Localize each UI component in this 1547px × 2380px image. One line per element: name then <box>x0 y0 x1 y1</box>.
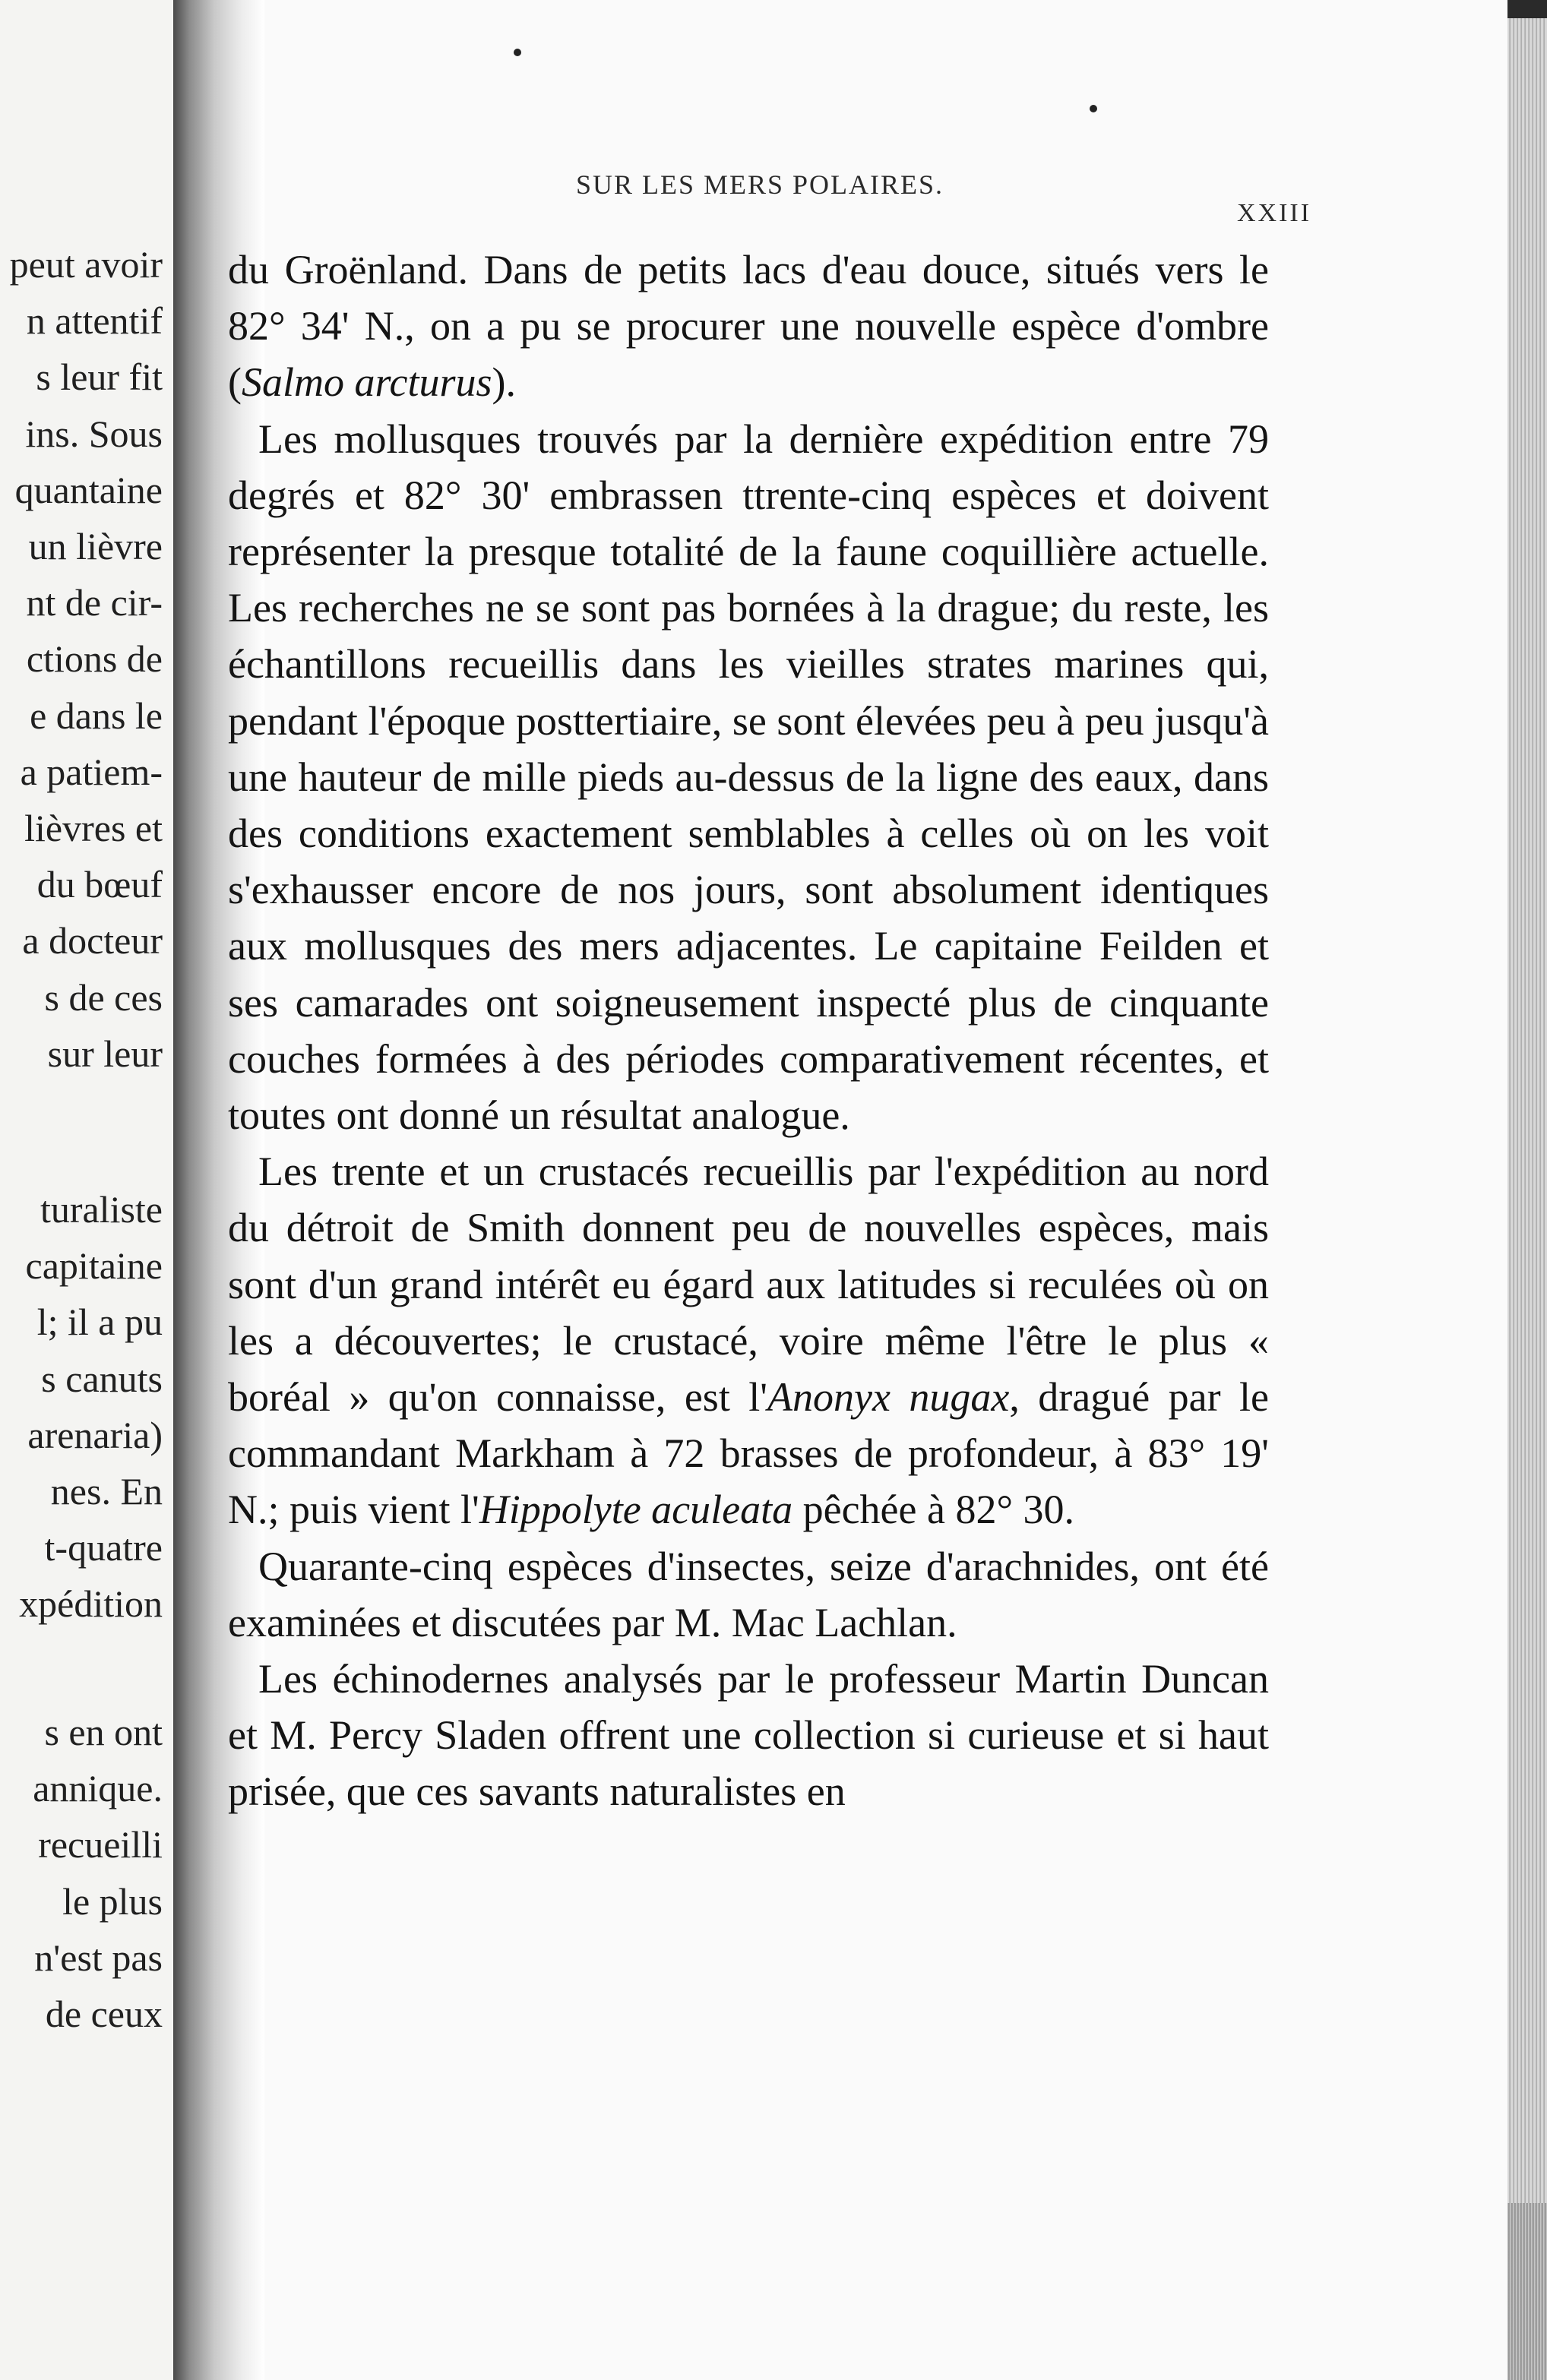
facing-page-line: s en ont <box>44 1711 163 1753</box>
facing-page-line: de ceux <box>45 1993 163 2035</box>
paragraph <box>228 1651 1269 1820</box>
paragraph <box>228 1538 1269 1651</box>
text-run: Quarante-cinq espèces d'insectes, seize d'arachnides, ont été examinées et discutées par M. Mac Lachlan. <box>228 1543 1269 1645</box>
italic-term: Salmo arcturus <box>241 359 492 406</box>
text-run: pêchée à 82° 30. <box>792 1487 1075 1533</box>
text-run: du Groënland. Dans de petits lacs d'eau douce, situés vers le 82° 34' N., on a pu se procurer une nouvelle espèce d'ombre ( <box>228 247 1269 406</box>
facing-page-line: quantaine <box>14 468 163 511</box>
facing-page-line: s de ces <box>44 975 163 1019</box>
facing-page-line: ctions de <box>26 637 163 681</box>
facing-page-line: lièvres et <box>24 807 163 849</box>
facing-page-line: a patiem- <box>20 750 163 793</box>
facing-page-line: capitaine <box>25 1244 163 1288</box>
facing-page-line: arenaria) <box>27 1413 163 1456</box>
facing-page-line: t-quatre <box>44 1526 163 1569</box>
facing-page-line: l; il a pu <box>36 1301 163 1344</box>
facing-page-line: sur leur <box>47 1032 163 1075</box>
running-title: SUR LES MERS POLAIRES. <box>575 169 944 200</box>
ink-speck <box>1090 105 1097 112</box>
facing-page-line: s canuts <box>41 1357 163 1400</box>
facing-page-line: n'est pas <box>34 1936 163 1979</box>
facing-page-line: du bœuf <box>36 863 163 906</box>
facing-page-line: annique. <box>33 1767 163 1810</box>
facing-page-line: ins. Sous <box>25 412 163 455</box>
paragraph <box>228 411 1269 1144</box>
text-run: ). <box>492 359 516 406</box>
facing-page <box>0 0 176 2380</box>
text-run: Les trente et un crustacés recueillis par l'expédition au nord du détroit de Smith donnent peu de nouvelles espèces, mais sont d'un grand intérêt eu égard aux latitudes si reculées où on les a découvertes; le crustacé, voire même l'être le plus « boréal » qu'on connaisse, est l' <box>228 1149 1269 1421</box>
body-text <box>228 242 1269 1820</box>
page-edge-bottom <box>1507 2203 1547 2380</box>
page-number: XXIII <box>1237 199 1312 227</box>
facing-page-line: a docteur <box>22 919 163 962</box>
facing-page-line: turaliste <box>40 1188 163 1231</box>
italic-term: Hippolyte aculeata <box>479 1487 793 1533</box>
text-run: Les échinodernes analysés par le professeur Martin Duncan et M. Percy Sladen offrent une collection si curieuse et si haut prisée, que ces savants naturalistes en <box>228 1656 1269 1815</box>
facing-page-line: peut avoir <box>9 243 163 286</box>
facing-page-line: un lièvre <box>28 525 163 567</box>
facing-page-line: recueilli <box>38 1823 163 1866</box>
paragraph <box>228 1143 1269 1538</box>
facing-page-line: nt de cir- <box>26 581 163 624</box>
text-run: , dragué par le commandant Markham à 72 brasses de profondeur, à 83° 19' N.; puis vient l' <box>228 1374 1269 1533</box>
italic-term: Anonyx nugax <box>767 1374 1010 1421</box>
facing-page-line: le plus <box>62 1879 163 1923</box>
text-run: Les mollusques trouvés par la dernière expédition entre 79 degrés et 82° 30' embrassen ttrente-cinq espèces et doivent représenter la presque totalité de la faune coquillière actuelle. Les recherches ne se sont pas bornées à la drague; du reste, les échantillons recueillis dans les vieilles strates marines qui, pendant l'époque posttertiaire, se sont élevées peu à peu jusqu'à une hauteur de mille pieds au-dessus de la ligne des eaux, dans des conditions exactement semblables à celles où on les voit s'exhausser encore de nos jours, sont absolument identiques aux mollusques des mers adjacentes. Le capitaine Feilden et ses camarades ont soigneusement inspecté plus de cinquante couches formées à des périodes comparativement récentes, et toutes ont donné un résultat analogue. <box>228 416 1269 1139</box>
page-edge-top <box>1507 0 1547 18</box>
ink-speck <box>514 49 521 56</box>
facing-page-line: xpédition <box>19 1582 163 1626</box>
paragraph <box>228 242 1269 411</box>
facing-page-line: n attentif <box>26 299 163 343</box>
page-edge-stack <box>1507 0 1547 2380</box>
facing-page-line: nes. En <box>50 1470 163 1512</box>
facing-page-line: s leur fit <box>36 356 163 399</box>
facing-page-line: e dans le <box>30 694 163 737</box>
